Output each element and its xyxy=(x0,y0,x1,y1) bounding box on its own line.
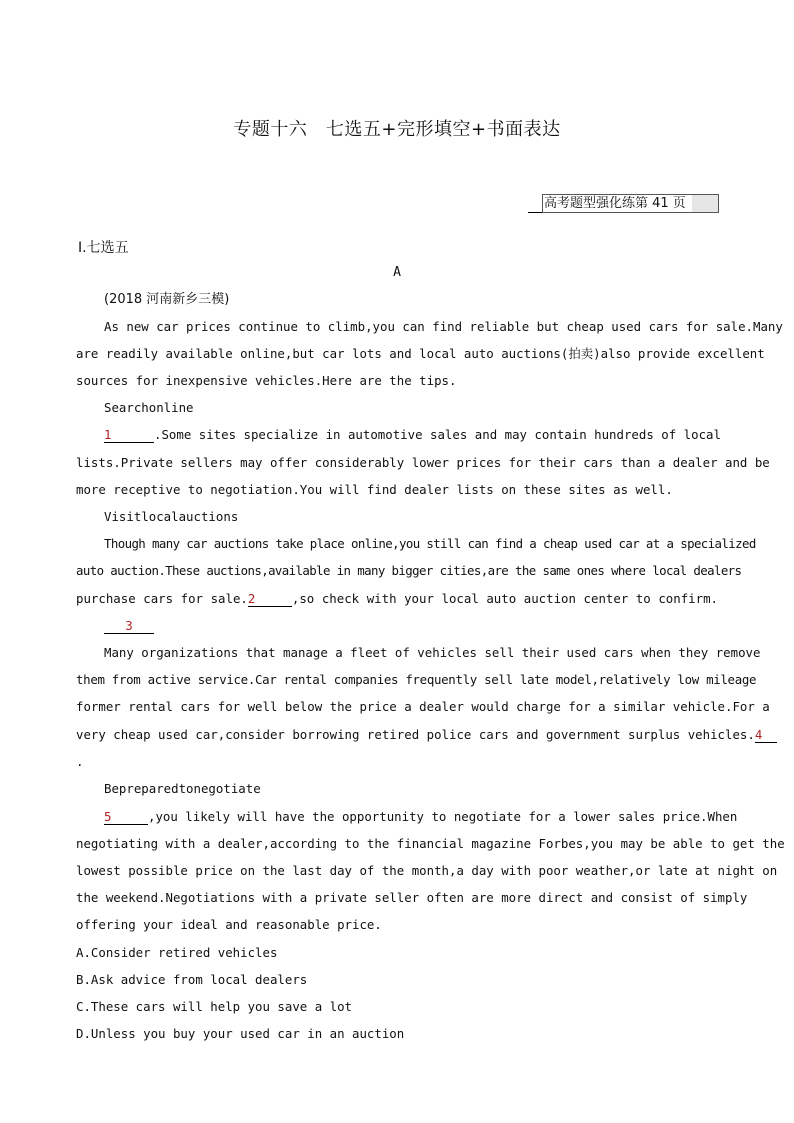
option-b[interactable]: B.Ask advice from local dealers xyxy=(76,972,308,987)
para4-line1: Many organizations that manage a fleet of vehicles sell their used cars when they remove xyxy=(104,645,761,660)
para4-line5: . xyxy=(76,754,84,769)
page-title: 专题十六 七选五+完形填空+书面表达 xyxy=(233,119,561,140)
para1-line2 xyxy=(76,345,765,363)
para2-line2: lists.Private sellers may offer considerably lower prices for their cars than a dealer and be xyxy=(76,455,770,470)
para1-line2-a: are readily available online,but car lots and local auto auctions( xyxy=(76,346,569,361)
subheading-visit-auctions: Visitlocalauctions xyxy=(104,509,239,524)
para5-line1-text: ,you likely will have the opportunity to negotiate for a lower sales price.When xyxy=(148,809,738,824)
para4-line3: former rental cars for well below the price a dealer would charge for a similar vehicle.For a xyxy=(76,699,770,714)
subheading-search-online: Searchonline xyxy=(104,400,194,415)
para5-line1 xyxy=(104,808,738,826)
para3-line2: auto auction.These auctions,available in many bigger cities,are the same ones where local dealers xyxy=(76,563,742,578)
para2-line3: more receptive to negotiation.You will find dealer lists on these sites as well. xyxy=(76,482,673,497)
para5-line4: the weekend.Negotiations with a private seller often are more direct and consist of simply xyxy=(76,890,748,905)
blank-3[interactable]: 3 xyxy=(104,619,154,634)
para2-line1 xyxy=(104,426,721,444)
para5-line2: negotiating with a dealer,according to the financial magazine Forbes,you may be able to get the xyxy=(76,836,785,851)
source-note: (2018 河南新乡三模) xyxy=(104,292,230,307)
blank-2[interactable]: 2 xyxy=(248,592,292,607)
para1-line2-cn: 拍卖 xyxy=(568,346,594,361)
para5-line5: offering your ideal and reasonable price. xyxy=(76,917,382,932)
para4-line2: them from active service.Car rental companies frequently sell late model,relatively low mileage xyxy=(76,672,757,687)
para3-line3-b: ,so check with your local auto auction center to confirm. xyxy=(291,591,719,606)
para1-line1: As new car prices continue to climb,you can find reliable but cheap used cars for sale.Many xyxy=(104,319,783,334)
option-a[interactable]: A.Consider retired vehicles xyxy=(76,945,278,960)
tag-underline xyxy=(528,212,542,213)
blank-4[interactable]: 4 xyxy=(755,728,777,743)
para2-line1-text: .Some sites specialize in automotive sales and may contain hundreds of local xyxy=(154,427,721,442)
para3-line3-a: purchase cars for sale. xyxy=(76,591,248,606)
tag-label: 高考题型强化练第 41 页 xyxy=(542,194,719,213)
blank-5[interactable]: 5 xyxy=(104,810,148,825)
subheading-negotiate: Bepreparedtonegotiate xyxy=(104,781,261,796)
para4-line4 xyxy=(76,726,763,744)
blank-1[interactable]: 1 xyxy=(104,428,154,443)
para3-line3 xyxy=(76,590,718,608)
para4-line4-text: very cheap used car,consider borrowing retired police cars and government surplus vehicles. xyxy=(76,727,755,742)
subheading-blank-3 xyxy=(104,617,718,635)
para1-line2-b: )also provide excellent xyxy=(593,346,765,361)
option-c[interactable]: C.These cars will help you save a lot xyxy=(76,999,353,1014)
section-heading: Ⅰ.七选五 xyxy=(78,240,129,256)
para1-line3: sources for inexpensive vehicles.Here are the tips. xyxy=(76,373,457,388)
para3-line1: Though many car auctions take place online,you still can find a cheap used car at a specialized xyxy=(104,536,756,551)
passage-label: A xyxy=(393,265,401,280)
option-d[interactable]: D.Unless you buy your used car in an auction xyxy=(76,1026,405,1041)
para5-line3: lowest possible price on the last day of the month,a day with poor weather,or late at night on xyxy=(76,863,778,878)
